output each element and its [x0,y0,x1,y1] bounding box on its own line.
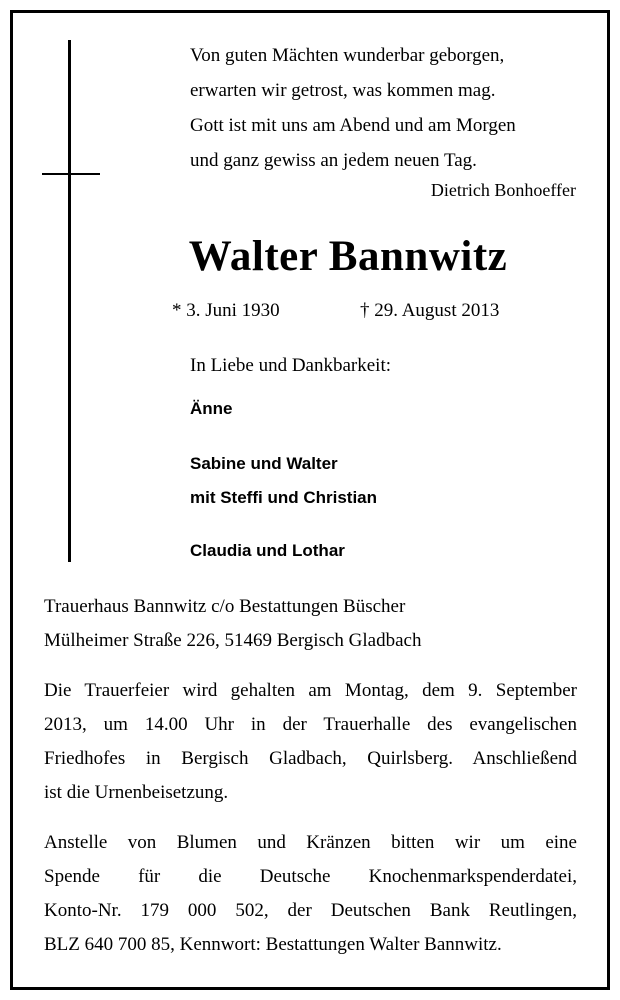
donation-info [44,826,577,962]
mourner-name: mit Steffi und Christian [190,488,377,507]
cross-symbol-vertical [68,40,71,562]
deceased-name: Walter Bannwitz [188,233,508,280]
mourner-name: Änne [190,399,233,418]
donation-line: BLZ 640 700 85, Kennwort: Bestattungen Walter Bannwitz. [44,934,502,955]
ceremony-line: 2013, um 14.00 Uhr in der Trauerhalle des evangelischen [44,714,577,735]
mourner-name: Claudia und Lothar [190,541,345,560]
mourner-name: Sabine und Walter [190,454,338,473]
ceremony-info [44,674,577,810]
ceremony-line: Die Trauerfeier wird gehalten am Montag, dem 9. September [44,680,577,701]
cross-symbol-horizontal [42,173,100,175]
ceremony-line: Friedhofes in Bergisch Gladbach, Quirlsberg. Anschließend [44,748,577,769]
address-line: Mülheimer Straße 226, 51469 Bergisch Gladbach [44,630,422,651]
death-date: † 29. August 2013 [360,300,500,321]
donation-line: Anstelle von Blumen und Kränzen bitten wir um eine [44,832,577,853]
address-line: Trauerhaus Bannwitz c/o Bestattungen Büscher [44,596,406,617]
birth-date: * 3. Juni 1930 [172,300,280,321]
donation-line: Spende für die Deutsche Knochenmarkspenderdatei, [44,866,577,887]
mourning-house-address [44,590,577,658]
ceremony-line: ist die Urnenbeisetzung. [44,782,229,803]
poem-line: erwarten wir getrost, was kommen mag. [190,80,496,101]
poem-line: Von guten Mächten wunderbar geborgen, [190,45,505,66]
poem-line: und ganz gewiss an jedem neuen Tag. [190,150,477,171]
poem-line: Gott ist mit uns am Abend und am Morgen [190,115,516,136]
donation-line: Konto-Nr. 179 000 502, der Deutschen Bank Reutlingen, [44,900,577,921]
poem-author: Dietrich Bonhoeffer [430,180,576,200]
mourners-intro: In Liebe und Dankbarkeit: [190,355,392,376]
poem-quote [190,38,590,178]
